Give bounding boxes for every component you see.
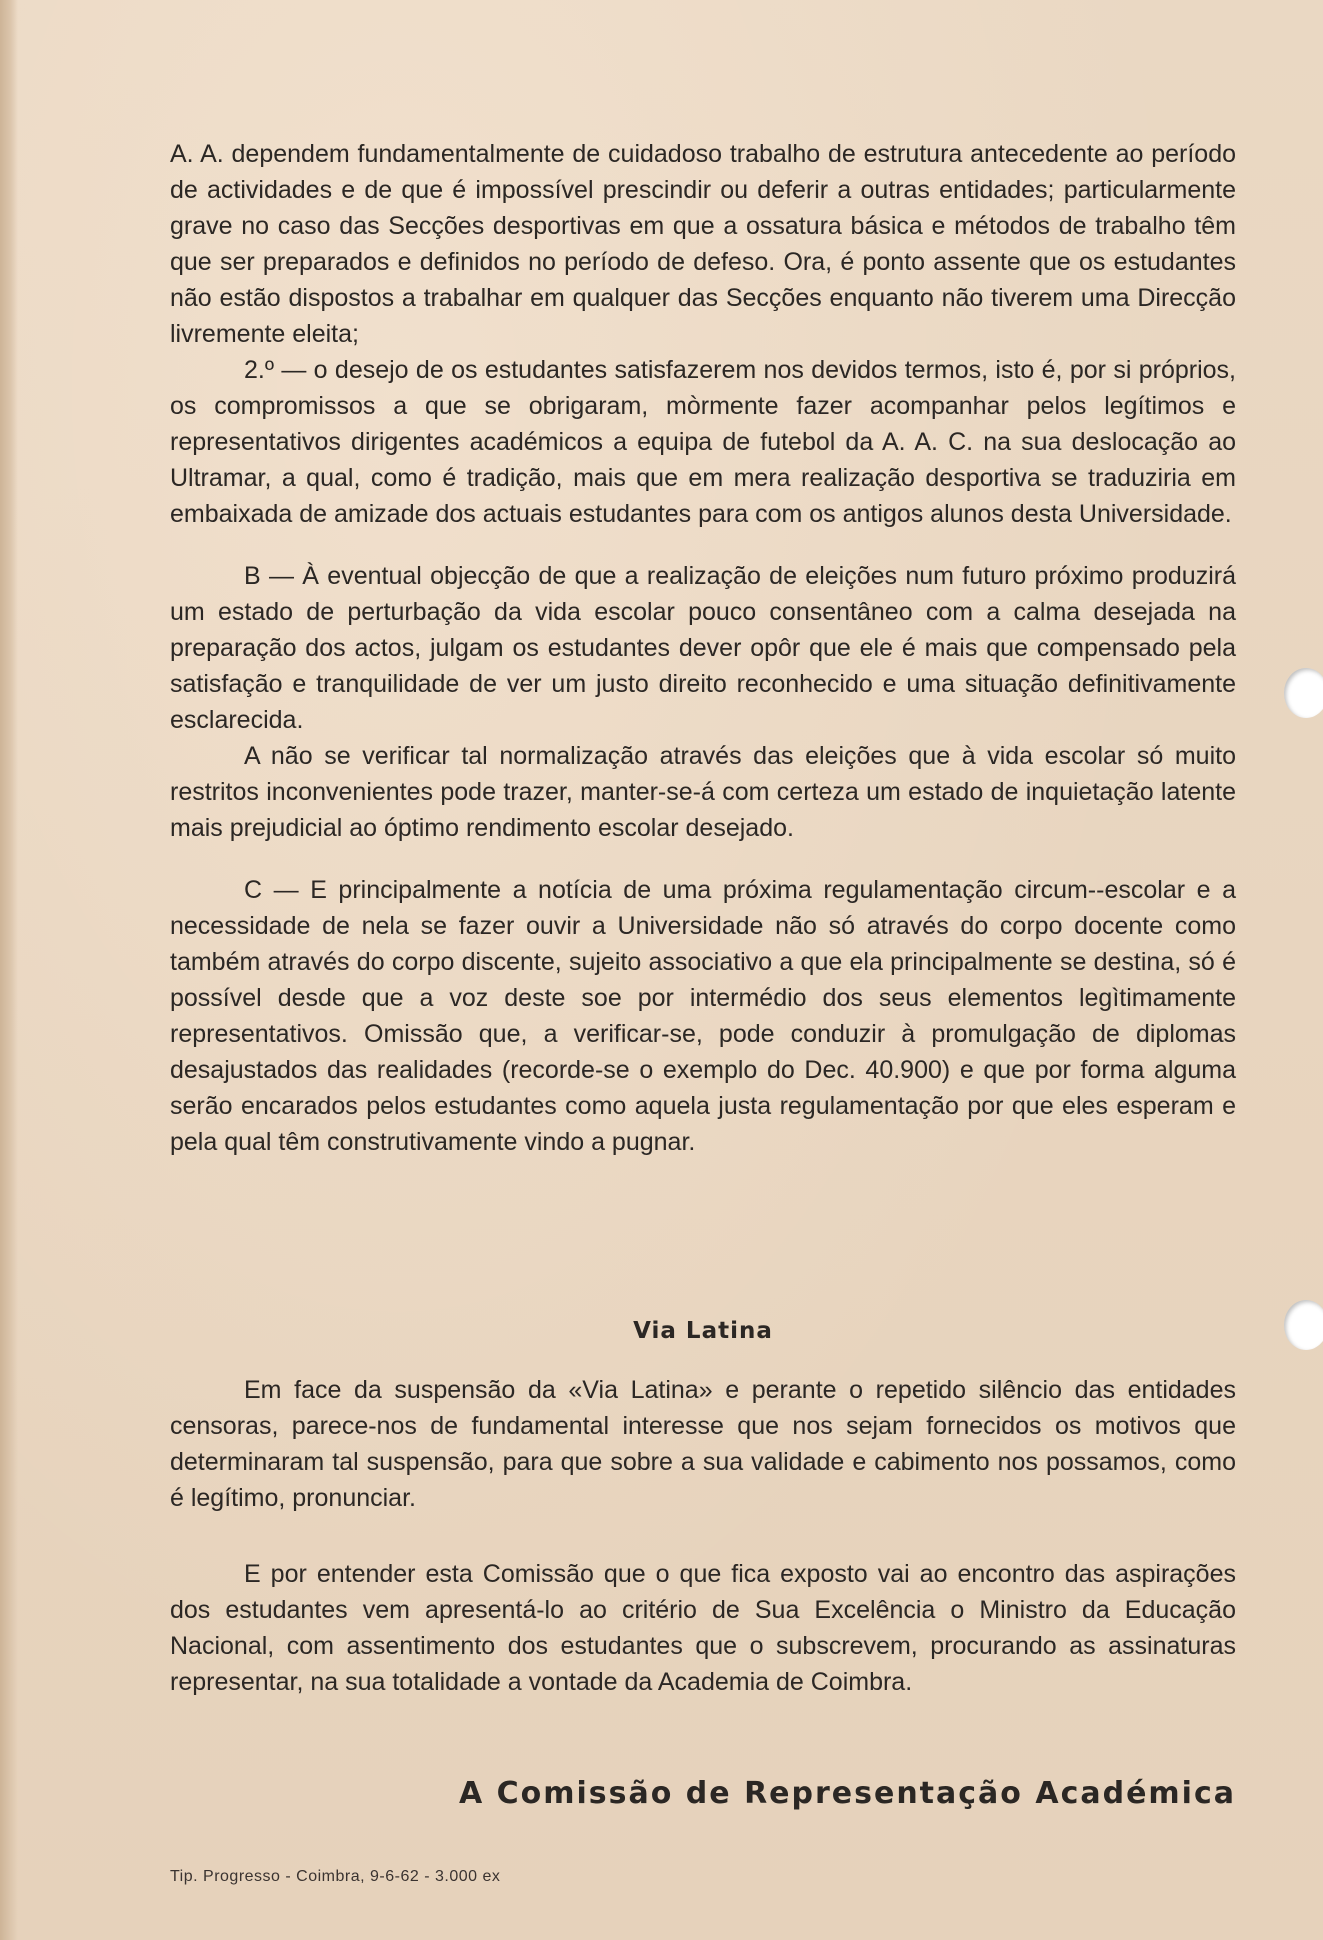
body-text (170, 136, 1236, 1160)
paragraph-continuation: A. A. dependem fundamentalmente de cuidadoso trabalho de estrutura antecedente ao período de actividades e de que é impossível prescindir ou deferir a outras entidades; particularmente grave no caso das Secções desportivas em que a ossatura básica e métodos de trabalho têm que ser preparados e definidos no período de defeso. Ora, é ponto assente que os estudantes não estão dispostos a trabalhar em qualquer das Secções enquanto não tiverem uma Direcção livremente eleita; (170, 140, 1236, 348)
paragraph-b: B — À eventual objecção de que a realização de eleições num futuro próximo produzirá um estado de perturbação da vida escolar pouco consentâneo com a calma desejada na preparação dos actos, julgam os estudantes dever opôr que ele é mais que compensado pela satisfação e tranquilidade de ver um justo direito reconhecido e uma situação definitivamente esclarecida. (170, 562, 1236, 734)
punch-hole (1284, 1300, 1323, 1350)
printer-imprint: Tip. Progresso - Coimbra, 9-6-62 - 3.000 ex (170, 1868, 501, 1885)
section-text (170, 1372, 1236, 1700)
punch-hole (1284, 668, 1323, 718)
signature: A Comissão de Representação Académica (458, 1776, 1236, 1811)
section-heading: Via Latina (633, 1318, 773, 1344)
paragraph-closing: E por entender esta Comissão que o que fica exposto vai ao encontro das aspirações dos estudantes vem apresentá-lo ao critério de Sua Excelência o Ministro da Educação Nacional, com assentimento dos estudantes que o subscrevem, procurando as assinaturas representar, na sua totalidade a vontade da Academia de Coimbra. (170, 1560, 1236, 1696)
paragraph-c: C — E principalmente a notícia de uma próxima regulamentação circum--escolar e a necessidade de nela se fazer ouvir a Universidade não só através do corpo docente como também através do corpo discente, sujeito associativo a que ela principalmente se destina, só é possível desde que a voz deste soe por intermédio dos seus elementos legìtimamente representativos. Omissão que, a verificar-se, pode conduzir à promulgação de diplomas desajustados das realidades (recorde-se o exemplo do Dec. 40.900) e que por forma alguma serão encarados pelos estudantes como aquela justa regulamentação por que eles esperam e pela qual têm construtivamente vindo a pugnar. (170, 876, 1236, 1156)
paper-edge (0, 0, 18, 1940)
paragraph-b-cont: A não se verificar tal normalização através das eleições que à vida escolar só muito restritos inconvenientes pode trazer, manter-se-á com certeza um estado de inquietação latente mais prejudicial ao óptimo rendimento escolar desejado. (170, 742, 1236, 842)
paragraph-via-latina: Em face da suspensão da «Via Latina» e perante o repetido silêncio das entidades censoras, parece-nos de fundamental interesse que nos sejam fornecidos os motivos que determinaram tal suspensão, para que sobre a sua validade e cabimento nos possamos, como é legítimo, pronunciar. (170, 1376, 1236, 1512)
paragraph-point-2: 2.º — o desejo de os estudantes satisfazerem nos devidos termos, isto é, por si próprios, os compromissos a que se obrigaram, mòrmente fazer acompanhar pelos legítimos e representativos dirigentes académicos a equipa de futebol da A. A. C. na sua deslocação ao Ultramar, a qual, como é tradição, mais que em mera realização desportiva se traduziria em embaixada de amizade dos actuais estudantes para com os antigos alunos desta Universidade. (170, 356, 1236, 528)
